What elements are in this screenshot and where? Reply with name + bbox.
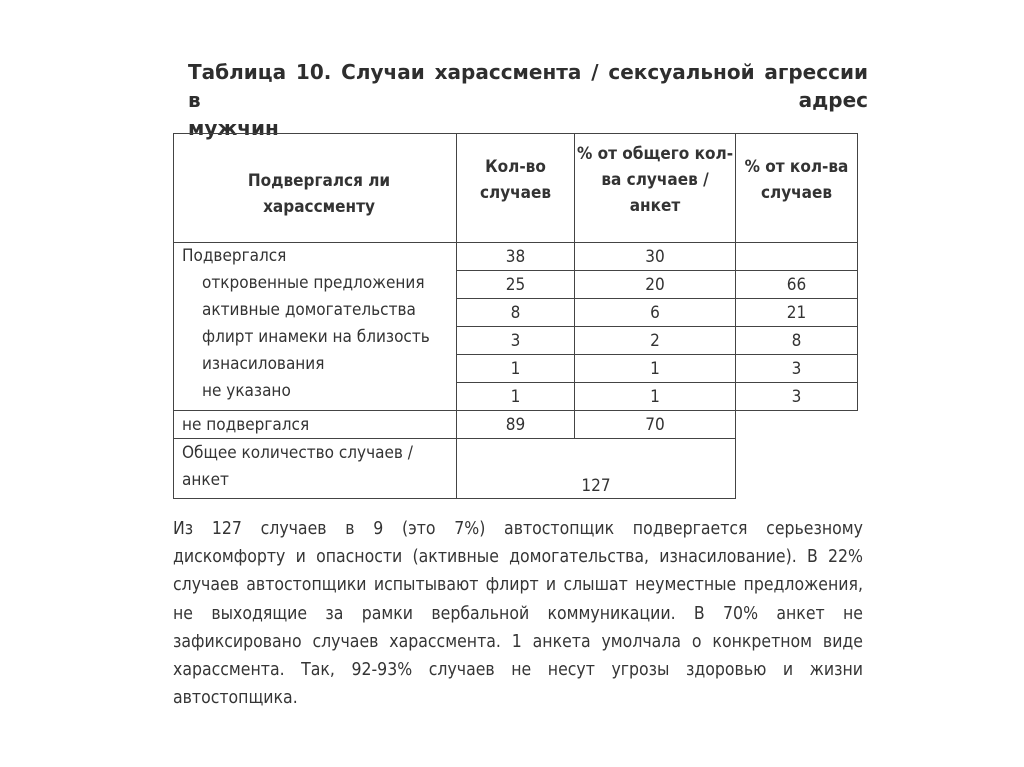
cell-count: 1 — [457, 355, 575, 383]
row-label: откровенные предложения — [202, 273, 425, 293]
table-header-row — [174, 134, 858, 243]
header-pct-total: % от общего кол-ва случаев / анкет — [575, 134, 736, 243]
header-count: Кол-во случаев — [457, 134, 575, 243]
cell-pct-cases: 3 — [736, 383, 858, 411]
cell-pct-total: 30 — [575, 243, 736, 271]
table-title-line-1: Таблица 10. Случаи харассмента / сексуальной агрессии в адрес — [188, 60, 868, 112]
paragraph-line: случаев автостопщики испытывают флирт и слышат неуместные предложения, — [173, 575, 863, 596]
cell-count: 25 — [457, 271, 575, 299]
row-label: Подвергался — [182, 246, 287, 266]
paragraph-line: зафиксировано случаев харассмента. 1 анкета умолчала о конкретном виде — [173, 631, 863, 652]
cell-pct-cases — [736, 243, 858, 271]
header-subjected: Подвергался ли харассменту — [174, 134, 457, 243]
summary-paragraph — [173, 515, 863, 712]
cell-count: 38 — [457, 243, 575, 271]
cell-total-value: 127 — [457, 439, 736, 499]
subjected-labels-cell — [174, 243, 457, 411]
table-row-not-subjected — [174, 411, 858, 439]
harassment-table-container — [173, 133, 858, 499]
empty-cell — [736, 411, 858, 439]
cell-count: 3 — [457, 327, 575, 355]
paragraph-line: харассмента. Так, 92-93% случаев не несут угрозы здоровью и жизни — [173, 660, 863, 681]
row-label-total: Общее количество случаев / анкет — [174, 439, 457, 499]
table-title-line-2: мужчин — [188, 116, 279, 140]
row-label: не указано — [202, 381, 291, 401]
cell-count: 8 — [457, 299, 575, 327]
paragraph-line: Из 127 случаев в 9 (это 7%) автостопщик подвергается серьезному — [173, 519, 863, 539]
cell-pct-cases: 21 — [736, 299, 858, 327]
cell-pct-total: 1 — [575, 383, 736, 411]
cell-pct-total: 1 — [575, 355, 736, 383]
empty-cell — [736, 439, 858, 499]
cell-pct-total: 70 — [575, 411, 736, 439]
paragraph-line: не выходящие за рамки вербальной коммуникации. В 70% анкет не — [173, 603, 863, 624]
cell-count: 1 — [457, 383, 575, 411]
cell-pct-total: 2 — [575, 327, 736, 355]
paragraph-line: дискомфорту и опасности (активные домогательства, изнасилование). В 22% — [173, 547, 863, 568]
paragraph-line: автостопщика. — [173, 688, 298, 709]
cell-pct-cases: 66 — [736, 271, 858, 299]
cell-pct-total: 6 — [575, 299, 736, 327]
table-row — [174, 243, 858, 271]
cell-pct-cases: 8 — [736, 327, 858, 355]
table-row-total — [174, 439, 858, 499]
harassment-table — [173, 133, 858, 499]
table-title — [188, 58, 868, 142]
cell-pct-cases: 3 — [736, 355, 858, 383]
row-label: изнасилования — [202, 354, 325, 374]
cell-pct-total: 20 — [575, 271, 736, 299]
cell-count: 89 — [457, 411, 575, 439]
row-label: флирт инамеки на близость — [202, 327, 430, 347]
row-label: активные домогательства — [202, 300, 416, 320]
row-label: не подвергался — [174, 411, 457, 439]
header-pct-cases: % от кол-ва случаев — [736, 134, 858, 243]
